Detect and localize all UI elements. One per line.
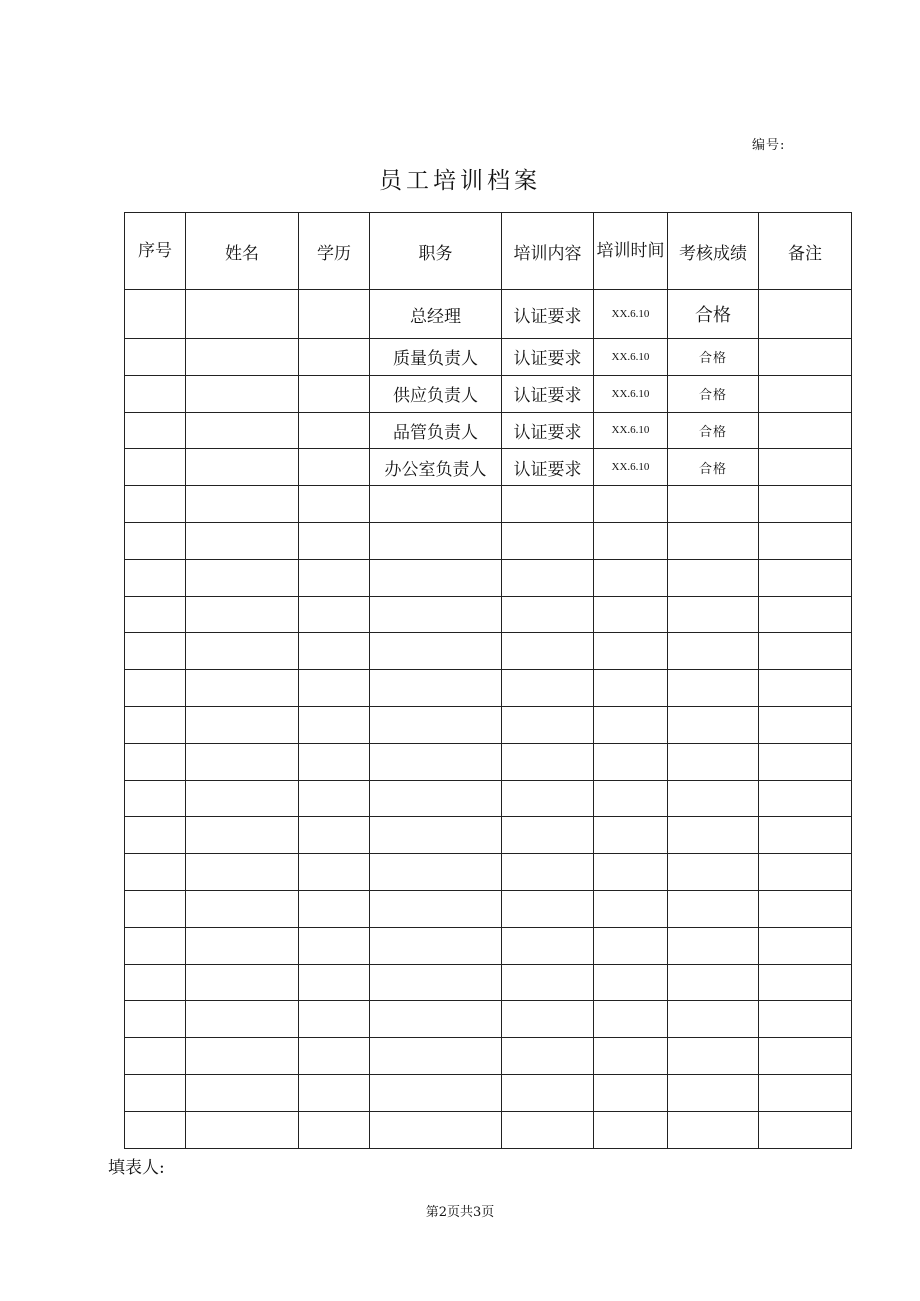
cell-education — [299, 449, 370, 486]
cell-remark — [759, 670, 852, 707]
cell-seq — [125, 522, 186, 559]
cell-position — [370, 633, 502, 670]
cell-result — [668, 596, 759, 633]
cell-time — [594, 780, 668, 817]
table-row — [125, 375, 852, 412]
cell-content — [502, 854, 594, 891]
cell-seq — [125, 743, 186, 780]
cell-time: XX.6.10 — [594, 449, 668, 486]
cell-result: 合格 — [668, 375, 759, 412]
cell-time — [594, 927, 668, 964]
cell-name — [186, 1038, 299, 1075]
cell-time — [594, 817, 668, 854]
cell-result: 合格 — [668, 412, 759, 449]
cell-result — [668, 559, 759, 596]
cell-position: 品管负责人 — [370, 412, 502, 449]
cell-name — [186, 633, 299, 670]
cell-seq — [125, 375, 186, 412]
cell-education — [299, 412, 370, 449]
cell-remark — [759, 375, 852, 412]
cell-result — [668, 890, 759, 927]
cell-name — [186, 522, 299, 559]
cell-position — [370, 596, 502, 633]
cell-position — [370, 1111, 502, 1148]
cell-seq — [125, 1111, 186, 1148]
header-content: 培训内容 — [502, 213, 594, 290]
cell-time — [594, 1111, 668, 1148]
table-row — [125, 927, 852, 964]
cell-name — [186, 927, 299, 964]
cell-remark — [759, 817, 852, 854]
cell-position: 总经理 — [370, 290, 502, 339]
table-row — [125, 633, 852, 670]
cell-content — [502, 964, 594, 1001]
cell-result — [668, 486, 759, 523]
cell-position: 质量负责人 — [370, 339, 502, 376]
cell-education — [299, 780, 370, 817]
cell-education — [299, 1001, 370, 1038]
cell-content — [502, 1001, 594, 1038]
cell-position — [370, 854, 502, 891]
cell-name — [186, 596, 299, 633]
cell-content — [502, 633, 594, 670]
cell-name — [186, 412, 299, 449]
cell-education — [299, 1111, 370, 1148]
cell-seq — [125, 633, 186, 670]
table-header-row — [125, 213, 852, 290]
cell-education — [299, 1038, 370, 1075]
table-row — [125, 890, 852, 927]
cell-name — [186, 854, 299, 891]
cell-content: 认证要求 — [502, 339, 594, 376]
cell-remark — [759, 339, 852, 376]
cell-seq — [125, 486, 186, 523]
cell-name — [186, 890, 299, 927]
table-row — [125, 596, 852, 633]
cell-seq — [125, 1001, 186, 1038]
cell-seq — [125, 670, 186, 707]
cell-position — [370, 817, 502, 854]
training-record-table — [124, 212, 852, 1149]
cell-name — [186, 559, 299, 596]
cell-content — [502, 780, 594, 817]
cell-seq — [125, 706, 186, 743]
cell-seq — [125, 559, 186, 596]
cell-name — [186, 670, 299, 707]
cell-time — [594, 596, 668, 633]
table-row — [125, 780, 852, 817]
cell-position: 供应负责人 — [370, 375, 502, 412]
cell-name — [186, 449, 299, 486]
cell-time: XX.6.10 — [594, 375, 668, 412]
cell-name — [186, 780, 299, 817]
cell-remark — [759, 927, 852, 964]
cell-position — [370, 780, 502, 817]
cell-seq — [125, 964, 186, 1001]
cell-seq — [125, 339, 186, 376]
cell-content — [502, 743, 594, 780]
cell-result — [668, 927, 759, 964]
cell-education — [299, 290, 370, 339]
table-row — [125, 670, 852, 707]
cell-result — [668, 854, 759, 891]
cell-result — [668, 522, 759, 559]
cell-name — [186, 1111, 299, 1148]
cell-remark — [759, 1074, 852, 1111]
cell-name — [186, 743, 299, 780]
cell-content — [502, 559, 594, 596]
cell-remark — [759, 1038, 852, 1075]
cell-content: 认证要求 — [502, 412, 594, 449]
cell-remark — [759, 706, 852, 743]
cell-remark — [759, 449, 852, 486]
table-row — [125, 412, 852, 449]
cell-education — [299, 1074, 370, 1111]
table-row — [125, 1038, 852, 1075]
table-row — [125, 1111, 852, 1148]
cell-content — [502, 1038, 594, 1075]
page-title: 员工培训档案 — [379, 168, 541, 194]
page-number: 第2页共3页 — [425, 1205, 495, 1220]
cell-name — [186, 817, 299, 854]
cell-remark — [759, 854, 852, 891]
table-body — [125, 290, 852, 1149]
cell-time: XX.6.10 — [594, 412, 668, 449]
table-row — [125, 290, 852, 339]
cell-remark — [759, 412, 852, 449]
cell-education — [299, 964, 370, 1001]
cell-time — [594, 1074, 668, 1111]
table-row — [125, 743, 852, 780]
cell-content — [502, 596, 594, 633]
table-row — [125, 706, 852, 743]
cell-result — [668, 780, 759, 817]
cell-result — [668, 633, 759, 670]
cell-education — [299, 375, 370, 412]
table-row — [125, 339, 852, 376]
header-result: 考核成绩 — [668, 213, 759, 290]
cell-remark — [759, 290, 852, 339]
cell-seq — [125, 290, 186, 339]
cell-result — [668, 1001, 759, 1038]
cell-content — [502, 670, 594, 707]
cell-education — [299, 890, 370, 927]
cell-remark — [759, 1111, 852, 1148]
cell-remark — [759, 559, 852, 596]
cell-position — [370, 927, 502, 964]
cell-education — [299, 596, 370, 633]
cell-education — [299, 743, 370, 780]
cell-remark — [759, 890, 852, 927]
header-position: 职务 — [370, 213, 502, 290]
cell-position — [370, 559, 502, 596]
cell-name — [186, 1001, 299, 1038]
table-row — [125, 522, 852, 559]
cell-time — [594, 486, 668, 523]
table-row — [125, 1074, 852, 1111]
cell-result — [668, 1074, 759, 1111]
cell-position: 办公室负责人 — [370, 449, 502, 486]
cell-position — [370, 743, 502, 780]
cell-education — [299, 854, 370, 891]
cell-result: 合格 — [668, 290, 759, 339]
cell-education — [299, 522, 370, 559]
cell-seq — [125, 780, 186, 817]
cell-education — [299, 486, 370, 523]
cell-time — [594, 1038, 668, 1075]
cell-content — [502, 706, 594, 743]
cell-education — [299, 817, 370, 854]
cell-result — [668, 1038, 759, 1075]
header-time: 培训时间 — [594, 213, 668, 290]
cell-name — [186, 486, 299, 523]
cell-content — [502, 817, 594, 854]
cell-time — [594, 633, 668, 670]
cell-seq — [125, 449, 186, 486]
table-row — [125, 964, 852, 1001]
cell-remark — [759, 780, 852, 817]
cell-position — [370, 670, 502, 707]
document-number-label: 编号: — [752, 138, 786, 153]
cell-remark — [759, 743, 852, 780]
cell-position — [370, 1038, 502, 1075]
cell-seq — [125, 854, 186, 891]
cell-position — [370, 706, 502, 743]
table-row — [125, 449, 852, 486]
cell-time — [594, 964, 668, 1001]
table-row — [125, 817, 852, 854]
cell-remark — [759, 596, 852, 633]
cell-result — [668, 817, 759, 854]
cell-seq — [125, 596, 186, 633]
cell-seq — [125, 890, 186, 927]
cell-time — [594, 854, 668, 891]
header-remark: 备注 — [759, 213, 852, 290]
cell-name — [186, 339, 299, 376]
cell-content — [502, 1074, 594, 1111]
cell-result — [668, 964, 759, 1001]
cell-seq — [125, 927, 186, 964]
cell-result — [668, 1111, 759, 1148]
cell-result: 合格 — [668, 339, 759, 376]
header-name: 姓名 — [186, 213, 299, 290]
cell-name — [186, 706, 299, 743]
cell-remark — [759, 964, 852, 1001]
cell-remark — [759, 633, 852, 670]
cell-result — [668, 670, 759, 707]
cell-result — [668, 706, 759, 743]
table-row — [125, 486, 852, 523]
filler-label: 填表人: — [108, 1158, 165, 1178]
cell-education — [299, 927, 370, 964]
cell-seq — [125, 817, 186, 854]
cell-time — [594, 559, 668, 596]
cell-time: XX.6.10 — [594, 290, 668, 339]
cell-seq — [125, 1074, 186, 1111]
table-row — [125, 854, 852, 891]
header-seq: 序号 — [125, 213, 186, 290]
cell-position — [370, 890, 502, 927]
cell-time — [594, 743, 668, 780]
cell-seq — [125, 1038, 186, 1075]
cell-name — [186, 1074, 299, 1111]
cell-remark — [759, 1001, 852, 1038]
cell-content: 认证要求 — [502, 375, 594, 412]
cell-time — [594, 1001, 668, 1038]
cell-name — [186, 964, 299, 1001]
cell-position — [370, 1001, 502, 1038]
cell-content: 认证要求 — [502, 449, 594, 486]
cell-time — [594, 706, 668, 743]
cell-result — [668, 743, 759, 780]
cell-position — [370, 964, 502, 1001]
cell-position — [370, 486, 502, 523]
cell-education — [299, 559, 370, 596]
cell-education — [299, 633, 370, 670]
cell-content — [502, 486, 594, 523]
cell-content — [502, 927, 594, 964]
cell-position — [370, 1074, 502, 1111]
cell-time — [594, 522, 668, 559]
cell-education — [299, 339, 370, 376]
cell-remark — [759, 522, 852, 559]
cell-remark — [759, 486, 852, 523]
cell-content — [502, 522, 594, 559]
cell-education — [299, 670, 370, 707]
cell-result: 合格 — [668, 449, 759, 486]
cell-education — [299, 706, 370, 743]
cell-content — [502, 1111, 594, 1148]
cell-name — [186, 290, 299, 339]
header-education: 学历 — [299, 213, 370, 290]
cell-content: 认证要求 — [502, 290, 594, 339]
cell-time: XX.6.10 — [594, 339, 668, 376]
table-row — [125, 559, 852, 596]
cell-name — [186, 375, 299, 412]
cell-time — [594, 890, 668, 927]
cell-seq — [125, 412, 186, 449]
cell-content — [502, 890, 594, 927]
cell-time — [594, 670, 668, 707]
cell-position — [370, 522, 502, 559]
table-row — [125, 1001, 852, 1038]
